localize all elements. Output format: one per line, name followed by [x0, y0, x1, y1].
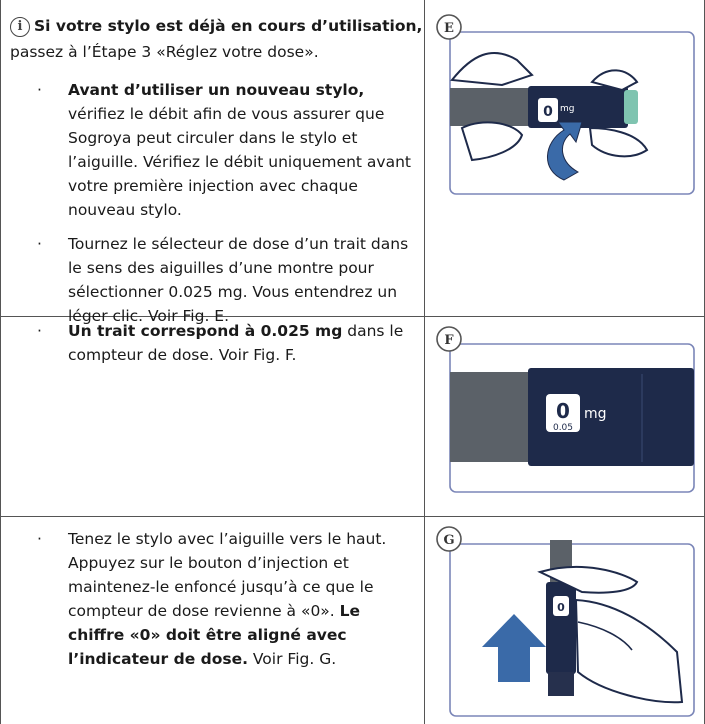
- figure-e-unit: mg: [560, 104, 575, 114]
- list-item: · Avant d’utiliser un nouveau stylo, vérifiez le débit afin de vous assurer que Sogroya peut circuler dans le stylo et l’aiguille. Vérifiez le débit uniquement avant votre première injection avec chaque nouveau stylo.: [10, 78, 418, 222]
- figure-g: [432, 522, 698, 722]
- bullet-dot: ·: [37, 81, 42, 99]
- figure-e-counter: 0: [543, 104, 553, 120]
- row1-title: i Si votre stylo est déjà en cours d’utilisation,: [10, 14, 418, 38]
- info-icon: i: [10, 17, 30, 37]
- row1-subtitle: passez à l’Étape 3 «Réglez votre dose».: [10, 43, 319, 61]
- figure-g-counter: 0: [557, 601, 565, 614]
- list-item: · Tournez le sélecteur de dose d’un trait dans le sens des aiguilles d’une montre pour sélectionner 0.025 mg. Vous entendrez un léger clic. Voir Fig. E.: [10, 232, 418, 328]
- bullet-dot: ·: [37, 530, 42, 548]
- figure-g-label: G: [443, 533, 455, 548]
- row1-text: [10, 14, 423, 328]
- list-item: · Un trait correspond à 0.025 mg dans le compteur de dose. Voir Fig. F.: [10, 319, 418, 367]
- row3-text: [10, 527, 418, 671]
- figure-f-next: 0.05: [552, 423, 574, 433]
- figure-e-label: E: [444, 21, 454, 36]
- bullet-dot: ·: [37, 322, 42, 340]
- figure-f: [432, 322, 698, 502]
- figure-f-counter: 0: [556, 399, 570, 423]
- figure-f-unit: mg: [584, 406, 607, 422]
- column-divider: [424, 0, 425, 724]
- row2-text: [10, 319, 418, 367]
- list-item: · Tenez le stylo avec l’aiguille vers le haut. Appuyez sur le bouton d’injection et maintenez-le enfoncé jusqu’à ce que le compteur de dose revienne à «0». Le chiffre «0» doit être aligné avec l’indicateur de dose. Voir Fig. G.: [10, 527, 418, 671]
- row-divider-2: [0, 516, 705, 517]
- figure-f-label: F: [444, 333, 454, 348]
- table-border-left: [0, 0, 1, 724]
- figure-e: [432, 10, 698, 200]
- bullet-dot: ·: [37, 235, 42, 253]
